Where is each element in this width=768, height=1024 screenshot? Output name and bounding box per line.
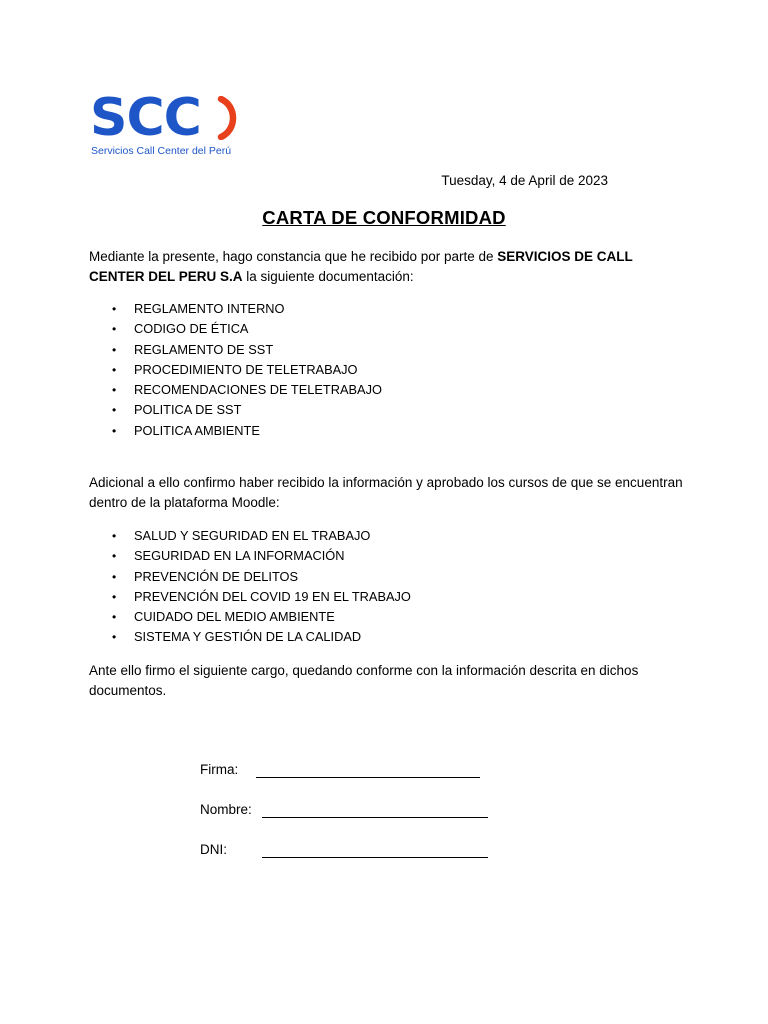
document-item-label: REGLAMENTO DE SST xyxy=(134,341,274,357)
intro-paragraph xyxy=(89,247,689,287)
logo-wordmark: SCC xyxy=(90,88,201,148)
company-name: SERVICIOS DE CALL CENTER DEL PERU S.A xyxy=(89,249,633,284)
bullet-icon: • xyxy=(112,302,117,316)
list-item xyxy=(112,421,382,441)
firma-line[interactable] xyxy=(256,777,480,778)
documents-list xyxy=(112,299,382,441)
dni-label: DNI: xyxy=(200,842,227,857)
document-item-label: RECOMENDACIONES DE TELETRABAJO xyxy=(134,382,382,398)
logo-tagline: Servicios Call Center del Perú xyxy=(91,145,232,157)
bullet-icon: • xyxy=(112,362,117,377)
document-item-label: CODIGO DE ÉTICA xyxy=(134,321,249,337)
bullet-icon: • xyxy=(112,529,117,543)
document-item-label: PROCEDIMIENTO DE TELETRABAJO xyxy=(134,361,358,377)
bullet-icon: • xyxy=(112,549,117,564)
dni-line[interactable] xyxy=(262,857,488,858)
list-item xyxy=(112,607,411,627)
document-item-label: POLITICA AMBIENTE xyxy=(134,422,260,438)
bullet-icon: • xyxy=(112,423,117,438)
list-item xyxy=(112,526,411,546)
course-item-label: SISTEMA Y GESTIÓN DE LA CALIDAD xyxy=(134,629,362,645)
list-item xyxy=(112,299,382,319)
bullet-icon: • xyxy=(112,610,117,625)
course-item-label: CUIDADO DEL MEDIO AMBIENTE xyxy=(134,609,335,625)
courses-list xyxy=(112,526,411,648)
company-logo xyxy=(90,88,250,162)
list-item xyxy=(112,319,382,339)
bullet-icon: • xyxy=(112,589,117,604)
bullet-icon: • xyxy=(112,322,117,337)
list-item xyxy=(112,587,411,607)
list-item xyxy=(112,567,411,587)
list-item xyxy=(112,400,382,420)
course-item-label: PREVENCIÓN DEL COVID 19 EN EL TRABAJO xyxy=(134,588,411,604)
course-item-label: SALUD Y SEGURIDAD EN EL TRABAJO xyxy=(134,528,371,543)
bullet-icon: • xyxy=(112,403,117,418)
list-item xyxy=(112,380,382,400)
document-title: CARTA DE CONFORMIDAD xyxy=(262,207,506,228)
list-item xyxy=(112,627,411,647)
intro-text-before: Mediante la presente, hago constancia que he recibido por parte de xyxy=(89,249,498,264)
document-date: Tuesday, 4 de April de 2023 xyxy=(441,173,608,188)
firma-label: Firma: xyxy=(200,762,239,777)
courses-intro-paragraph: Adicional a ello confirmo haber recibido la información y aprobado los cursos de que se encuentran dentro de la plataforma Moodle: xyxy=(89,475,683,510)
nombre-label: Nombre: xyxy=(200,802,252,817)
course-item-label: SEGURIDAD EN LA INFORMACIÓN xyxy=(134,548,345,564)
nombre-line[interactable] xyxy=(262,817,488,818)
list-item xyxy=(112,360,382,380)
document-item-label: REGLAMENTO INTERNO xyxy=(134,301,285,316)
bullet-icon: • xyxy=(112,630,117,645)
course-item-label: PREVENCIÓN DE DELITOS xyxy=(134,568,299,584)
bullet-icon: • xyxy=(112,342,117,357)
bullet-icon: • xyxy=(112,569,117,584)
list-item xyxy=(112,340,382,360)
bullet-icon: • xyxy=(112,383,117,398)
list-item xyxy=(112,546,411,566)
closing-paragraph: Ante ello firmo el siguiente cargo, quedando conforme con la información descrita en dichos documentos. xyxy=(89,663,639,698)
intro-text-after: la siguiente documentación: xyxy=(242,269,414,284)
document-item-label: POLITICA DE SST xyxy=(134,402,242,418)
logo-arc-icon xyxy=(217,96,239,140)
